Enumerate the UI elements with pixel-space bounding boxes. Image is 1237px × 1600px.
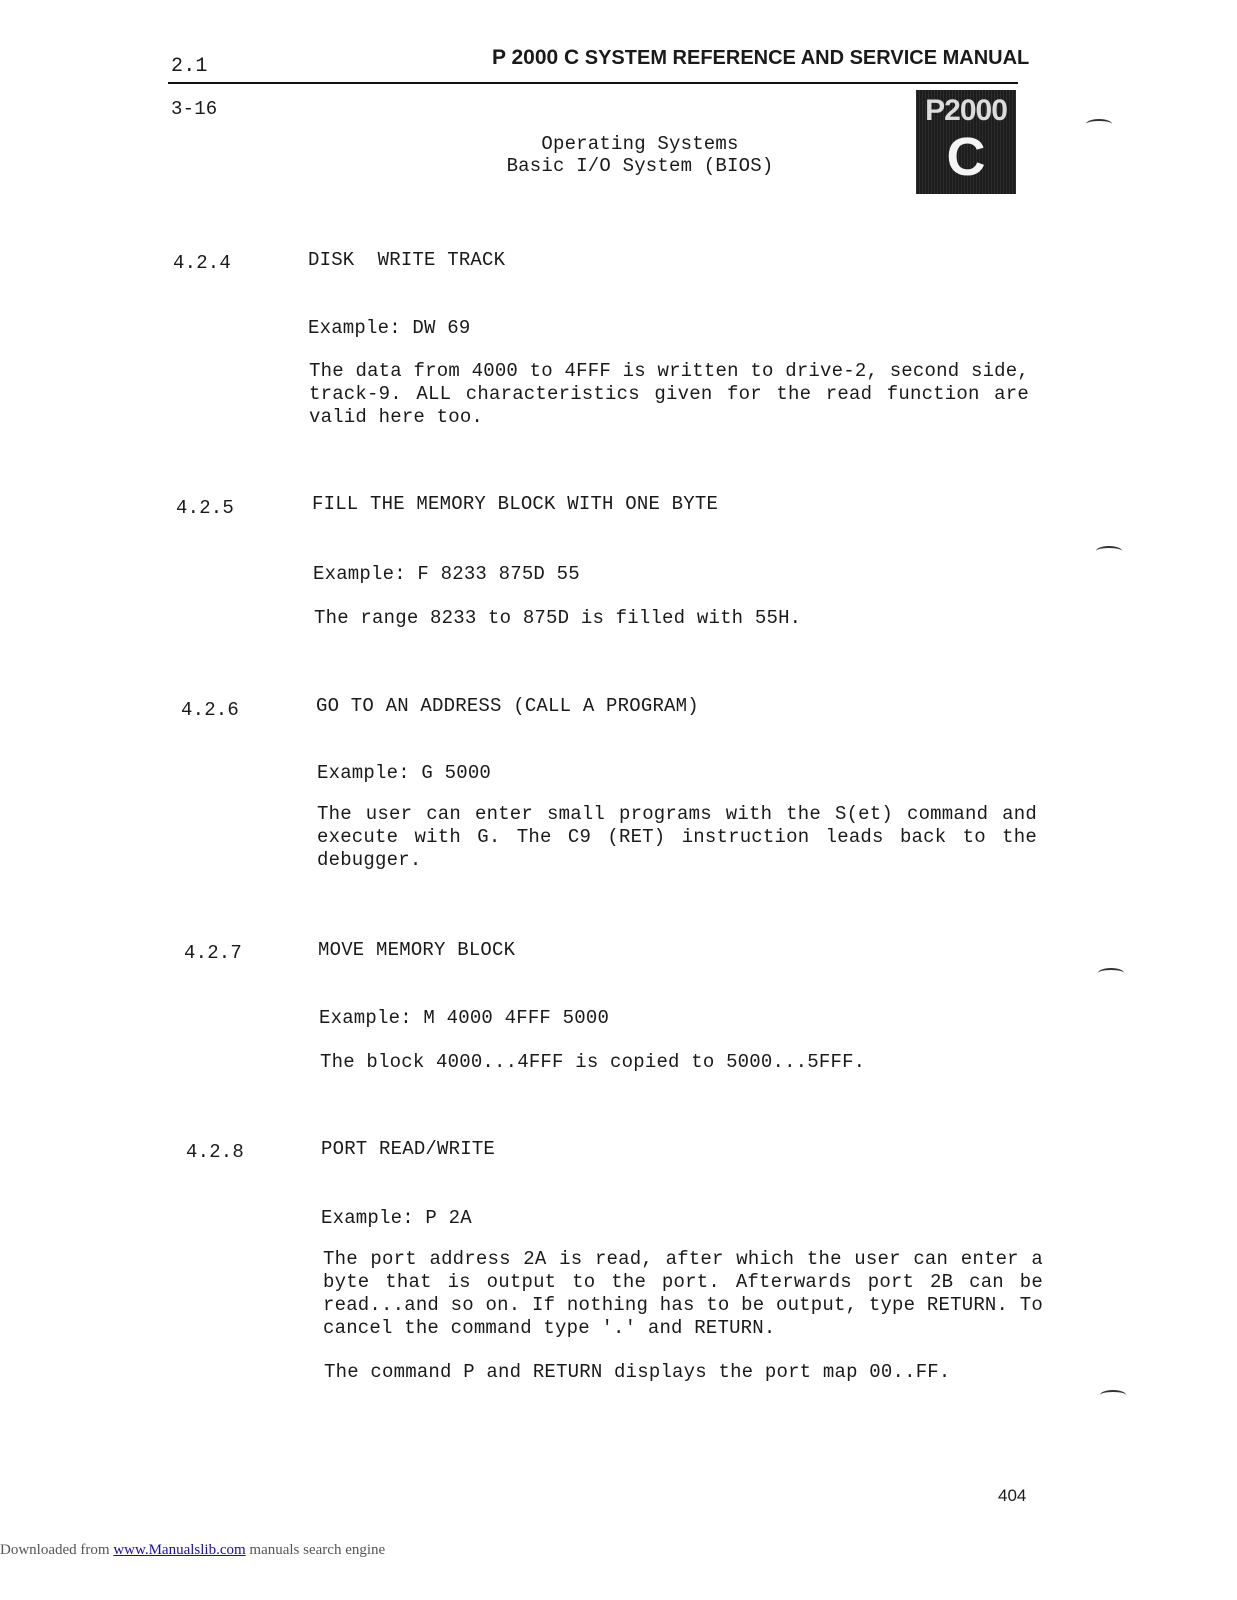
page-reference: 3-16 [171, 98, 218, 120]
section-paragraph: The block 4000...4FFF is copied to 5000...5FFF. [320, 1051, 866, 1073]
section-paragraph: The port address 2A is read, after which the user can enter a byte that is output to the port. Afterwards port 2B can be read...and so on. If nothing has to be output, type RETURN. To cancel the command type '.' and RETURN. [323, 1248, 1043, 1339]
section-number-4-2-6: 4.2.6 [181, 699, 240, 721]
section-example: Example: DW 69 [308, 317, 471, 339]
section-title-move-memory-block: MOVE MEMORY BLOCK [318, 939, 516, 961]
section-example: Example: G 5000 [317, 762, 492, 784]
download-footer [0, 1542, 385, 1559]
margin-mark [1098, 968, 1124, 978]
section-number-4-2-5: 4.2.5 [176, 497, 235, 519]
margin-mark [1096, 546, 1122, 556]
section-example: Example: F 8233 875D 55 [313, 563, 580, 585]
section-paragraph: The command P and RETURN displays the port map 00..FF. [324, 1361, 951, 1383]
manualslib-link[interactable]: www.Manualslib.com [113, 1542, 246, 1558]
section-number-4-2-8: 4.2.8 [186, 1141, 245, 1163]
footer-prefix: Downloaded from [0, 1542, 114, 1558]
margin-mark [1100, 1390, 1126, 1400]
section-number-4-2-4: 4.2.4 [173, 252, 232, 274]
section-paragraph: The data from 4000 to 4FFF is written to drive-2, second side, track-9. ALL characteristics given for the read function are valid here too. [309, 360, 1029, 428]
footer-suffix: manuals search engine [245, 1542, 386, 1558]
manual-title-prefix: P 2000 C [492, 46, 580, 69]
section-example: Example: M 4000 4FFF 5000 [319, 1007, 610, 1029]
section-title-fill-memory: FILL THE MEMORY BLOCK WITH ONE BYTE [312, 493, 719, 515]
logo-text: P2000 [925, 94, 1007, 127]
section-paragraph: The user can enter small programs with the S(et) command and execute with G. The C9 (RET) instruction leads back to the debugger. [317, 803, 1037, 871]
section-example: Example: P 2A [321, 1207, 472, 1229]
section-number-4-2-7: 4.2.7 [184, 942, 243, 964]
logo-letter: C [946, 127, 986, 187]
header-divider [168, 82, 1018, 84]
margin-mark [1086, 119, 1112, 129]
manual-title-rest: SYSTEM REFERENCE AND SERVICE MANUAL [579, 47, 1030, 69]
subtitle-line-1: Operating Systems [541, 133, 739, 155]
section-title-go-to-address: GO TO AN ADDRESS (CALL A PROGRAM) [316, 695, 699, 717]
manual-title [492, 46, 1029, 70]
subtitle-line-2: Basic I/O System (BIOS) [506, 155, 774, 177]
section-title-disk-write-track: DISK WRITE TRACK [308, 249, 506, 271]
section-number: 2.1 [171, 55, 208, 78]
section-paragraph: The range 8233 to 875D is filled with 55H. [314, 607, 802, 629]
section-title-port-read-write: PORT READ/WRITE [321, 1138, 496, 1160]
p2000c-logo [916, 90, 1016, 194]
page-number: 404 [998, 1486, 1027, 1505]
